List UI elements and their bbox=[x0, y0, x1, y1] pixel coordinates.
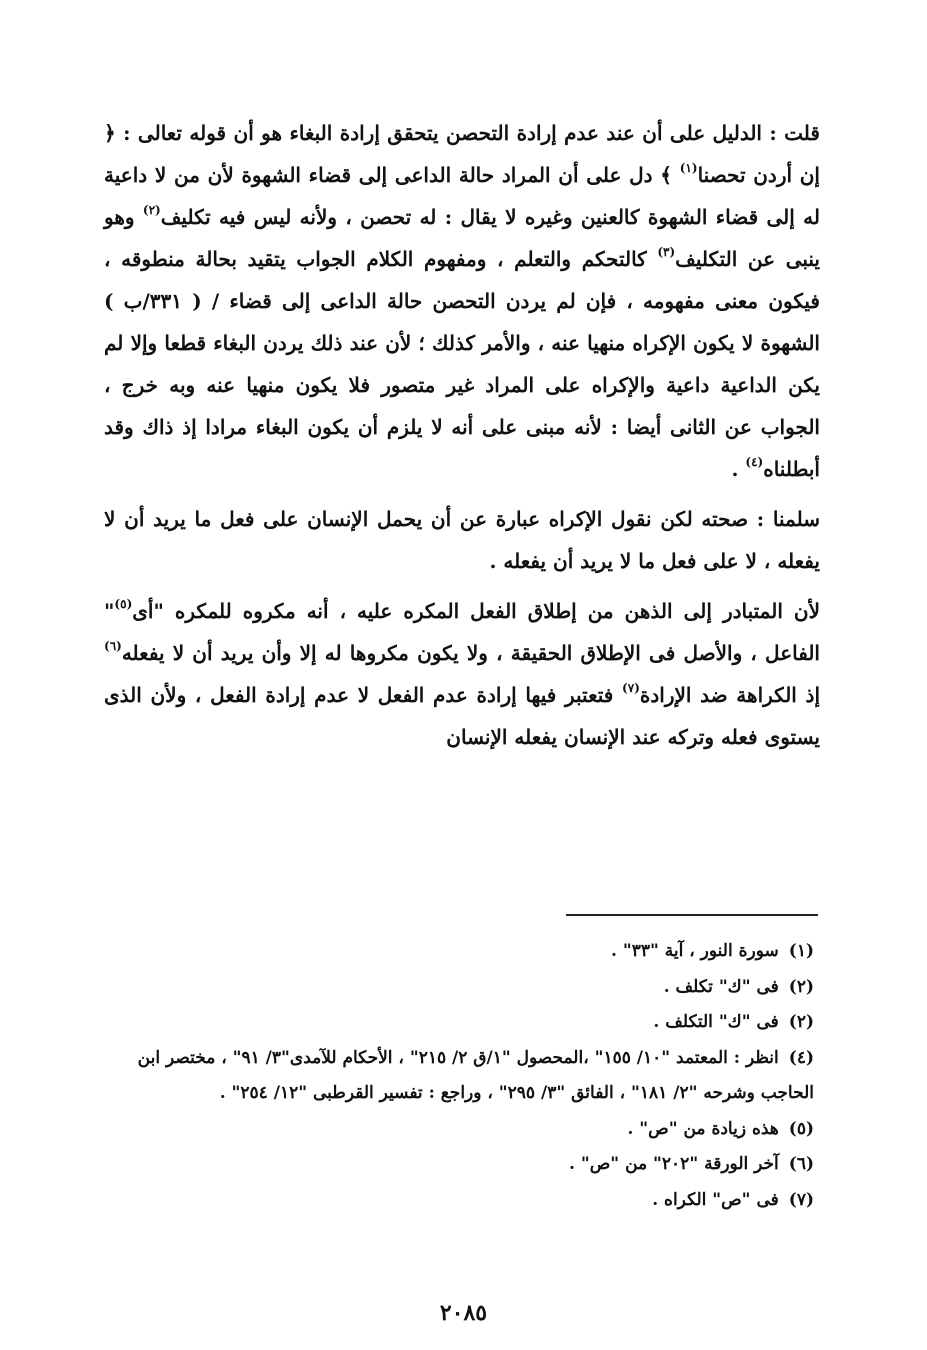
footnotes-list bbox=[102, 934, 814, 1218]
paragraph-3-text-a: لأن المتبادر إلى الذهن من إطلاق الفعل المكره عليه ، أنه مكروه للمكره "أى bbox=[132, 599, 820, 623]
paragraph-3-text-b: " الفاعل ، والأصل فى الإطلاق الحقيقة ، ولا يكون مكروها له إلا وأن يريد أن لا يفعله bbox=[104, 599, 820, 665]
footnote-ref-6: (٦) bbox=[104, 639, 122, 654]
paragraph-3 bbox=[104, 590, 820, 758]
footnote-text: فى "ك" التكلف . bbox=[653, 1012, 779, 1032]
footnote-ref-4: (٤) bbox=[745, 455, 764, 470]
footnote-text: آخر الورقة "٢٠٢" من "ص" . bbox=[569, 1154, 779, 1174]
footnote-number: (٦) bbox=[788, 1154, 814, 1174]
footnote-text: فى "ك" تكلف . bbox=[663, 976, 779, 997]
footnote-number: (٢) bbox=[788, 976, 814, 997]
paragraph-1-text-e: . bbox=[731, 457, 746, 481]
footnote-item bbox=[102, 1147, 814, 1183]
footnote-number: (٥) bbox=[788, 1118, 814, 1139]
footnote-item bbox=[102, 1112, 814, 1148]
main-text bbox=[104, 112, 820, 766]
footnote-number: (٤) bbox=[788, 1047, 814, 1068]
paragraph-1 bbox=[104, 112, 820, 490]
footnote-text: فى "ص" الكراه . bbox=[652, 1189, 779, 1210]
paragraph-1-text-d: كالتحكم والتعلم ، ومفهوم الكلام الجواب يتقيد بحالة منطوقه ، فيكون معنى مفهومه ، فإن لم يردن التحصن حالة الداعى إلى قضاء / ( ٣٣١/ب ) الشهوة لا يكون الإكراه منهيا عنه ، والأمر كذلك ؛ لأن عند ذلك يردن البغاء قطعا وإلا لم يكن الداعية داعية والإكراه على المراد غير متصور فلا يكون منهيا عنه وبه خرج ، الجواب عن الثانى أيضا : لأنه مبنى على أنه لا يلزم أن يكون البغاء مرادا إذ ذاك وقد أبطلناه bbox=[104, 247, 820, 481]
footnote-separator bbox=[566, 914, 818, 916]
footnote-ref-1: (١) bbox=[679, 161, 698, 176]
footnote-item bbox=[102, 934, 814, 970]
footnote-ref-3: (٣) bbox=[657, 245, 676, 260]
footnote-number: (٧) bbox=[788, 1189, 814, 1210]
page-number: ٢٠٨٥ bbox=[439, 1300, 488, 1326]
footnote-number: (٢) bbox=[788, 1012, 814, 1032]
footnote-ref-5: (٥) bbox=[114, 597, 133, 612]
paragraph-3-text-d: فتعتبر فيها إرادة عدم الفعل لا عدم إرادة الفعل ، ولأن الذى يستوى فعله وتركه عند الإنسان يفعله الإنسان bbox=[104, 683, 820, 749]
paragraph-3-text-c: إذ الكراهة ضد الإرادة bbox=[639, 683, 821, 707]
paragraph-1-text-b: ﴾ دل على أن المراد حالة الداعى إلى قضاء الشهوة لأن من لا داعية له إلى قضاء الشهوة كالعنين وغيره لا يقال : له تحصن ، ولأنه ليس فيه تكليف bbox=[104, 163, 820, 229]
footnote-item bbox=[102, 1183, 814, 1219]
footnote-text: سورة النور ، آية "٣٣" . bbox=[611, 941, 779, 961]
footnote-ref-2: (٢) bbox=[142, 203, 161, 218]
footnote-number: (١) bbox=[788, 941, 814, 961]
paragraph-1-text-c: وهو ينبى عن التكليف bbox=[104, 205, 821, 271]
footnote-item bbox=[102, 970, 814, 1006]
footnote-ref-7: (٧) bbox=[622, 681, 640, 696]
footnote-text: انظر : المعتمد "١٠/ ١٥٥" ،المحصول "١/ق ٢/ ٢١٥" ، الأحكام للآمدى"٣/ ٩١" ، مختصر ابن الحاجب وشرحه "٢/ ١٨١" ، الفائق "٣/ ٢٩٥" ، وراجع : تفسير القرطبى "١٢/ ٢٥٤" . bbox=[137, 1047, 814, 1103]
footnote-item bbox=[102, 1041, 814, 1112]
paragraph-2: سلمنا : صحته لكن نقول الإكراه عبارة عن أن يحمل الإنسان على فعل ما يريد أن لا يفعله ، لا على فعل ما لا يريد أن يفعله . bbox=[104, 507, 820, 573]
footnote-text: هذه زيادة من "ص" . bbox=[627, 1118, 779, 1139]
paragraph-1-text-a: قلت : الدليل على أن عند عدم إرادة التحصن يتحقق إرادة البغاء هو أن قوله تعالى : ﴿ إن أردن تحصنا bbox=[104, 121, 820, 187]
footnote-item bbox=[102, 1005, 814, 1041]
